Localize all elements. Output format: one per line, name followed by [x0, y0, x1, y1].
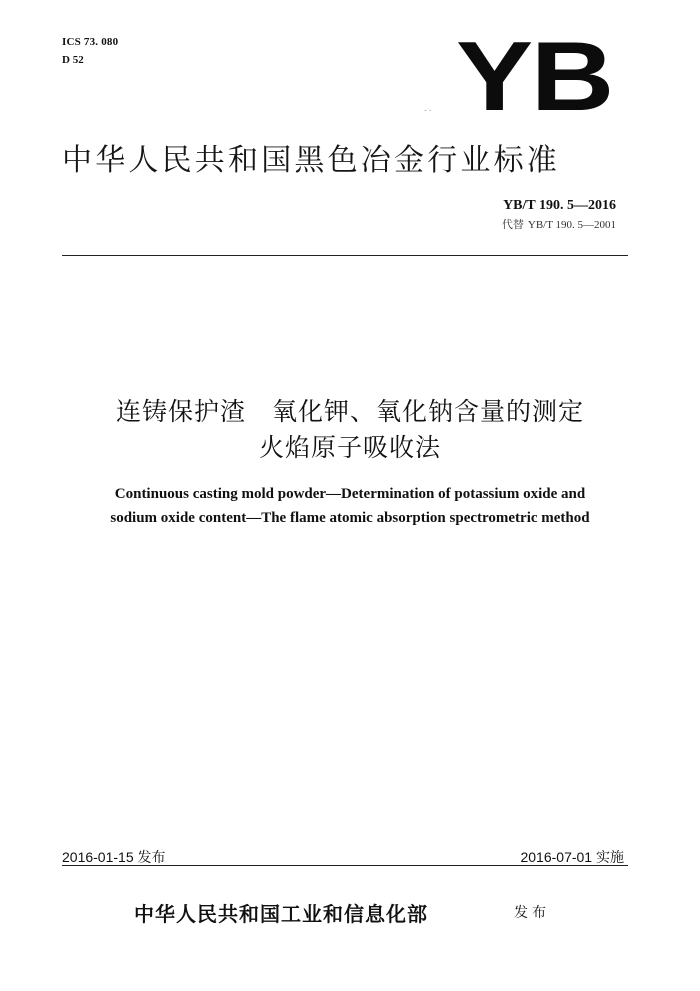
- replaces-label: 代替: [501, 219, 524, 231]
- implementation-date: 2016-07-01 实施: [520, 849, 624, 865]
- yb-logo: YB: [456, 21, 612, 131]
- chinese-title-line-1: 连铸保护渣 氧化钾、氧化钠含量的测定: [115, 397, 584, 426]
- publish-label: 发布: [514, 905, 550, 921]
- replaces-line: [502, 216, 616, 232]
- english-title-line-1: Continuous casting mold powder—Determination of potassium oxide and: [114, 486, 586, 502]
- publisher-name: 中华人民共和国工业和信息化部: [134, 902, 428, 926]
- ics-code: ICS 73. 080: [62, 36, 119, 48]
- standard-category-title: 中华人民共和国黑色冶金行业标准: [62, 143, 560, 178]
- english-title-line-2: sodium oxide content—The flame atomic absorption spectrometric method: [110, 510, 590, 526]
- standard-number: YB/T 190. 5—2016: [503, 198, 616, 213]
- issue-date: 2016-01-15 发布: [62, 849, 166, 865]
- bottom-divider: [62, 865, 628, 866]
- replaces-number: YB/T 190. 5—2001: [527, 219, 616, 231]
- top-divider: [62, 255, 628, 256]
- scan-speck: ˉ ˋ: [424, 110, 432, 117]
- chinese-title-line-2: 火焰原子吸收法: [258, 433, 441, 462]
- clc-code: D 52: [62, 54, 84, 66]
